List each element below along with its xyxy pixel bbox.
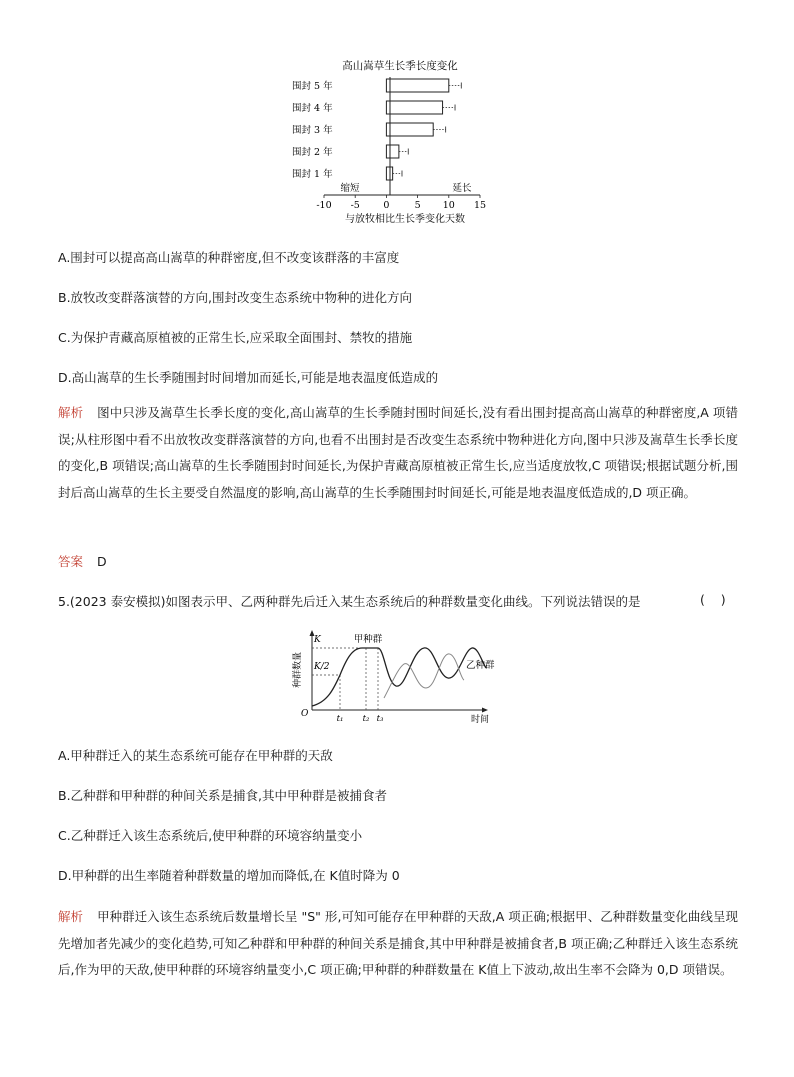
q4-analysis-text: 图中只涉及嵩草生长季长度的变化,高山嵩草的生长季随封围时间延长,没有看出围封提高高山嵩草的种群密度,A 项错误;从柱形图中看不出放牧改变群落演替的方向,也看不出围封是否改变生态系统中物种进化方向,图中只涉及嵩草生长季长度的变化,B 项错误;高山嵩草的生长季随围封时间延长,为保护青藏高原植被正常生长,应当适度放牧,C 项错误;根据试题分析,围封后高山嵩草的生长主要受自然温度的影响,高山嵩草的生长季随围封时间延长,可能是地表温度低造成的,D 项正确。 — [58, 405, 738, 500]
bar-category-label: 围封 1 年 — [292, 169, 333, 180]
q5-option-b: B.乙种群和甲种群的种间关系是捕食,其中甲种群是被捕食者 — [58, 788, 388, 803]
k-label: K — [314, 635, 321, 645]
q5-option-a: A.甲种群迁入的某生态系统可能存在甲种群的天敌 — [58, 748, 333, 763]
q5-option-d: D.甲种群的出生率随着种群数量的增加而降低,在 K值时降为 0 — [58, 868, 400, 883]
bar-category-label: 围封 4 年 — [292, 103, 333, 114]
q4-option-b: B.放牧改变群落演替的方向,围封改变生态系统中物种的进化方向 — [58, 290, 413, 305]
annotation-shorten: 缩短 — [340, 183, 360, 194]
bar-category-label: 围封 3 年 — [292, 125, 333, 136]
x-tick-label: 10 — [442, 200, 455, 211]
t2-label: t₂ — [362, 714, 370, 724]
q4-option-c: C.为保护青藏高原植被的正常生长,应采取全面围封、禁牧的措施 — [58, 330, 413, 345]
bar — [386, 101, 442, 114]
answer-value: D — [97, 554, 107, 569]
q4-option-d: D.高山嵩草的生长季随围封时间增加而延长,可能是地表温度低造成的 — [58, 370, 439, 385]
q5-option-c: C.乙种群迁入该生态系统后,使甲种群的环境容纳量变小 — [58, 828, 363, 843]
population-curve-chart — [288, 628, 498, 726]
origin-label: O — [301, 709, 309, 719]
x-tick-label: 15 — [473, 200, 487, 211]
x-tick-label: -5 — [350, 200, 360, 211]
bar-category-label: 围封 5 年 — [292, 81, 333, 92]
label-jia-population: 甲种群 — [353, 634, 383, 645]
bar — [386, 145, 398, 158]
q5-stem: 5.(2023 泰安模拟)如图表示甲、乙两种群先后迁入某生态系统后的种群数量变化曲线。下列说法错误的是 — [58, 594, 641, 609]
q4-answer — [58, 552, 107, 570]
k2-label: K/2 — [314, 662, 330, 672]
annotation-extend: 延长 — [452, 183, 472, 194]
growth-season-bar-chart — [290, 55, 510, 230]
q5-analysis-text: 甲种群迁入该生态系统后数量增长呈 "S" 形,可知可能存在甲种群的天敌,A 项正确;根据甲、乙种群数量变化曲线呈现先增加者先减少的变化趋势,可知乙种群和甲种群的种间关系是捕食,其中甲种群是被捕食者,B 项正确;乙种群迁入该生态系统后,作为甲的天敌,使甲种群的环境容纳量变小,C 项正确;甲种群的种群数量在 K值上下波动,故出生率不会降为 0,D 项错误。 — [58, 909, 738, 977]
bar — [386, 123, 433, 136]
bar — [386, 79, 448, 92]
x-tick-label: -10 — [316, 200, 332, 211]
yi-population-curve — [384, 654, 464, 698]
chart1-xlabel: 与放牧相比生长季变化天数 — [345, 214, 465, 225]
q4-option-a: A.围封可以提高高山嵩草的种群密度,但不改变该群落的丰富度 — [58, 250, 400, 265]
x-axis-arrow — [482, 708, 488, 713]
answer-label: 答案 — [58, 554, 84, 569]
analysis-label: 解析 — [58, 405, 84, 420]
q5-analysis — [58, 904, 738, 984]
t3-label: t₃ — [376, 714, 384, 724]
x-tick-label: 5 — [414, 200, 421, 211]
chart1-title: 高山嵩草生长季长度变化 — [342, 60, 458, 72]
q5-answer-bracket: ( ) — [700, 592, 726, 607]
analysis-label: 解析 — [58, 909, 84, 924]
x-axis-label: 时间 — [470, 715, 490, 725]
jia-population-curve — [312, 648, 486, 706]
x-tick-label: 0 — [383, 200, 390, 211]
q4-analysis — [58, 400, 738, 506]
y-axis-label: 种群数量 — [293, 651, 303, 689]
t1-label: t₁ — [336, 714, 344, 724]
label-yi-population: 乙种群 — [466, 660, 495, 671]
bar-category-label: 围封 2 年 — [292, 147, 333, 158]
